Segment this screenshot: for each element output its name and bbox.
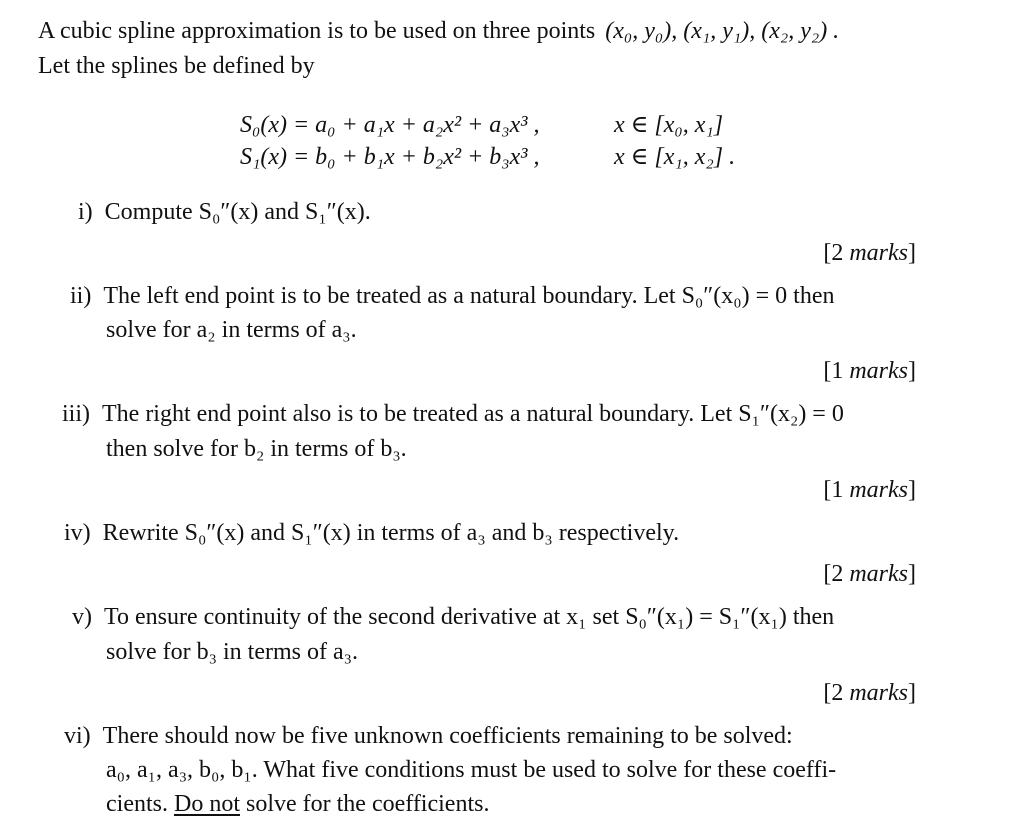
question-ii-label: ii) [70, 283, 92, 309]
question-i-label: i) [78, 199, 93, 225]
intro-line-2: Let the splines be defined by [38, 53, 315, 79]
question-iv-label: iv) [64, 520, 91, 546]
question-vi-line-1: There should now be five unknown coefficients remaining to be solved: [102, 723, 793, 749]
question-vi-line-2: a₀, a₁, a₃, b₀, b₁. What five conditions must be used to solve for these coeffi- [106, 757, 837, 783]
question-vi [64, 722, 793, 751]
question-i-text: Compute S₀″(x) and S₁″(x). [104, 199, 371, 225]
equation-s0-lhs: S₀(x) = a₀ + a₁x + a₂x² + a₃x³ , [240, 112, 540, 138]
question-v-marks: [2 marks] [823, 680, 916, 706]
question-vi-line-3 [106, 790, 489, 819]
intro-line-1 [38, 17, 839, 46]
question-v-line-1: To ensure continuity of the second derivative at x₁ set S₀″(x₁) = S₁″(x₁) then [104, 604, 835, 630]
question-vi-label: vi) [64, 723, 91, 749]
question-ii-marks: [1 marks] [823, 358, 916, 384]
question-iii-label: iii) [62, 401, 90, 427]
question-iii-line-2: then solve for b₂ in terms of b₃. [106, 436, 407, 462]
question-ii-line-1: The left end point is to be treated as a natural boundary. Let S₀″(x₀) = 0 then [103, 283, 835, 309]
question-ii [70, 282, 834, 311]
intro-points: (x₀, y₀), (x₁, y₁), (x₂, y₂) . [605, 18, 840, 44]
question-iv-text: Rewrite S₀″(x) and S₁″(x) in terms of a₃ and b₃ respectively. [102, 520, 680, 546]
question-iii [62, 400, 844, 429]
equation-s0-domain: x ∈ [x₀, x₁] [614, 112, 724, 138]
question-vi-line-3-pre: cients. [106, 791, 168, 817]
intro-text: A cubic spline approximation is to be used on three points [38, 18, 596, 44]
question-i-marks: [2 marks] [823, 240, 916, 266]
question-vi-line-3-post: solve for the coefficients. [245, 791, 490, 817]
equation-s0 [240, 111, 539, 140]
question-v [72, 603, 834, 632]
equation-s1 [240, 143, 539, 172]
question-v-line-2: solve for b₃ in terms of a₃. [106, 639, 359, 665]
question-i [78, 198, 371, 227]
question-v-label: v) [72, 604, 92, 630]
question-iv [64, 519, 679, 548]
equation-s1-domain: x ∈ [x₁, x₂] . [614, 144, 736, 170]
question-iv-marks: [2 marks] [823, 561, 916, 587]
question-iii-marks: [1 marks] [823, 477, 916, 503]
question-ii-line-2: solve for a₂ in terms of a₃. [106, 317, 357, 343]
do-not-underlined: Do not [173, 791, 240, 817]
question-iii-line-1: The right end point also is to be treated as a natural boundary. Let S₁″(x₂) = 0 [102, 401, 844, 427]
equation-s1-lhs: S₁(x) = b₀ + b₁x + b₂x² + b₃x³ , [240, 144, 540, 170]
